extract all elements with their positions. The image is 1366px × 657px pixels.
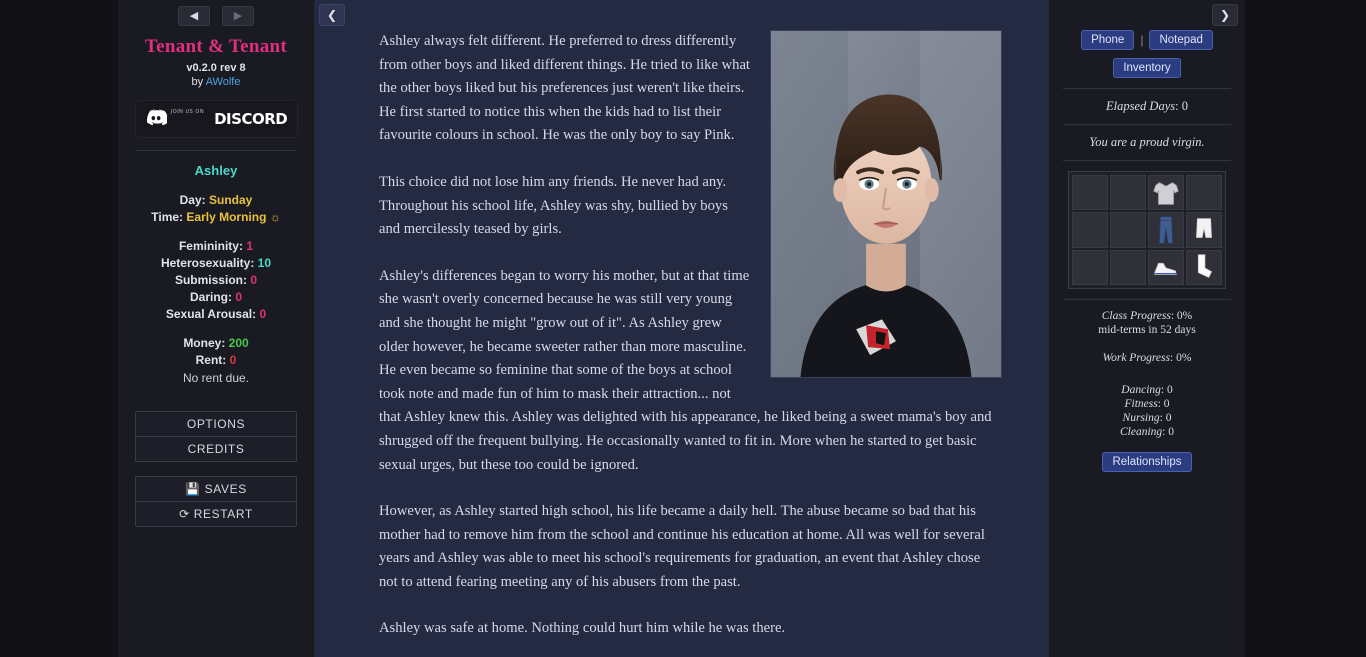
day-label: Day: <box>179 193 206 207</box>
character-portrait <box>770 30 1002 378</box>
white-sneakers-icon <box>1149 250 1183 284</box>
skill-cleaning: Cleaning: 0 <box>1120 426 1174 438</box>
story-paragraph: Ashley was safe at home. Nothing could hurt him while he was there. <box>379 620 786 637</box>
right-gutter <box>1245 0 1366 657</box>
elapsed-days-value: 0 <box>1181 99 1188 113</box>
skill-value: 0 <box>1168 426 1174 438</box>
character-name: Ashley <box>194 163 238 178</box>
stat-heterosexuality <box>118 256 314 270</box>
story-paragraph: This choice did not lose him any friends. He never had any. Throughout his school life, Ashley was shy, bullied by boys and mercilessly teased by girls. <box>379 173 728 238</box>
virgin-status: You are a proud virgin. <box>1089 135 1205 149</box>
inventory-button[interactable]: Inventory <box>1113 58 1180 78</box>
stat-femininity <box>118 239 314 253</box>
inventory-slot <box>1072 212 1108 247</box>
save-icon: 💾 <box>185 482 201 496</box>
relationships-button[interactable]: Relationships <box>1102 452 1191 472</box>
discord-banner[interactable] <box>135 100 298 138</box>
skill-label: Fitness <box>1124 398 1158 410</box>
right-panel <box>1048 0 1245 657</box>
restart-label: RESTART <box>193 507 253 521</box>
game-version: v0.2.0 rev 8 <box>186 62 246 74</box>
inventory-slot <box>1110 175 1146 210</box>
class-progress-value: 0% <box>1176 310 1193 322</box>
day-line <box>118 193 314 207</box>
skill-value: 0 <box>1165 412 1172 424</box>
inventory-slot-white-shorts[interactable] <box>1186 212 1222 247</box>
restart-button[interactable] <box>136 501 296 526</box>
inventory-slot <box>1072 250 1108 285</box>
elapsed-days: Elapsed Days: 0 <box>1106 99 1188 113</box>
work-progress-value: 0% <box>1176 352 1192 364</box>
skill-value: 0 <box>1166 384 1173 396</box>
discord-join-label: JOIN US ON <box>170 109 205 115</box>
class-progress: Class Progress: 0% <box>1101 310 1193 322</box>
skill-value: 0 <box>1163 398 1170 410</box>
game-title: Tenant & Tenant <box>144 36 288 57</box>
menu-group-secondary <box>135 476 297 527</box>
phone-notepad-row <box>1049 30 1245 50</box>
inventory-grid <box>1068 171 1226 289</box>
money-line <box>118 336 314 350</box>
stat-label: Submission: <box>174 273 247 287</box>
stat-sexual-arousal <box>118 307 314 321</box>
back-button[interactable]: ◀ <box>178 6 210 26</box>
stat-label: Sexual Arousal: <box>165 307 257 321</box>
story-paragraph: Ashley's differences began to worry his mother, but at that time she wasn't overly concerned because he was still very young and she thought he might "grow out of it". As Ashley grew older however, he became sweeter rather than more masculine. He even became so feminine that some of the boys at school took note and made fun of him to mask their attraction... not that Ashley knew this. Ashley was delighted with his appearance, he liked being a sweet mama's boy and shrugged off the frequent bullying. He occasionally wanted to fit in. More when he started to get basic sexual urges, but these too could be ignored. <box>379 267 992 473</box>
divider <box>1063 88 1231 89</box>
inventory-slot-blue-jeans[interactable] <box>1148 212 1184 247</box>
divider <box>1063 124 1231 125</box>
history-nav <box>118 0 314 28</box>
class-progress-label: Class Progress <box>1101 310 1171 322</box>
work-progress-label: Work Progress <box>1102 352 1170 364</box>
notepad-button[interactable]: Notepad <box>1149 30 1212 50</box>
inventory-slot-white-sneakers[interactable] <box>1148 250 1184 285</box>
sun-icon: ☼ <box>269 210 281 224</box>
story-text <box>315 0 1048 641</box>
restart-icon: ⟳ <box>179 507 190 521</box>
white-shorts-icon <box>1187 213 1221 247</box>
stat-value: 0 <box>259 307 267 321</box>
skill-label: Dancing <box>1121 384 1161 396</box>
sidebar-collapse-button[interactable]: ❮ <box>319 4 345 26</box>
blue-jeans-icon <box>1149 213 1183 247</box>
stat-submission <box>118 273 314 287</box>
inventory-slot-grey-tshirt[interactable] <box>1148 175 1184 210</box>
stat-value: 1 <box>246 239 254 253</box>
menu-group-primary <box>135 411 297 462</box>
right-panel-collapse-button[interactable]: ❯ <box>1212 4 1238 26</box>
grey-tshirt-icon <box>1149 176 1183 210</box>
rent-value: 0 <box>229 353 237 367</box>
inventory-slot-white-socks[interactable] <box>1186 250 1222 285</box>
divider <box>135 150 297 151</box>
stat-label: Daring: <box>189 290 232 304</box>
time-value: Early Morning <box>186 210 267 224</box>
time-line <box>118 210 314 224</box>
inventory-slot <box>1072 175 1108 210</box>
stat-value: 0 <box>250 273 258 287</box>
left-sidebar <box>118 0 315 657</box>
game-author <box>118 76 314 88</box>
inventory-row <box>1049 58 1245 78</box>
inventory-slot <box>1110 250 1146 285</box>
stat-daring <box>118 290 314 304</box>
story-paragraph: Ashley always felt different. He preferred to dress differently from other boys and liked different things. He tried to like what the other boys liked but his preferences just weren't like theirs. He first started to notice this when the kids had to list their favourite colours in school. He was the only boy to say Pink. <box>379 33 750 144</box>
rent-label: Rent: <box>195 353 227 367</box>
divider <box>1063 299 1231 300</box>
elapsed-days-label: Elapsed Days <box>1106 99 1176 113</box>
white-socks-icon <box>1187 250 1221 284</box>
rent-note: No rent due. <box>182 371 250 385</box>
author-link[interactable]: AWolfe <box>205 76 241 88</box>
by-label: by <box>191 76 206 88</box>
stat-value: 10 <box>257 256 272 270</box>
money-value: 200 <box>228 336 249 350</box>
stat-value: 0 <box>235 290 243 304</box>
stat-label: Femininity: <box>178 239 243 253</box>
relationships-row <box>1049 452 1245 470</box>
inventory-slot <box>1186 175 1222 210</box>
left-gutter <box>0 0 118 657</box>
work-progress: Work Progress: 0% <box>1102 352 1192 364</box>
rent-line <box>118 353 314 367</box>
inventory-slot <box>1110 212 1146 247</box>
credits-button[interactable]: CREDITS <box>136 436 296 461</box>
money-label: Money: <box>183 336 226 350</box>
story-panel <box>315 0 1048 657</box>
skill-nursing: Nursing: 0 <box>1122 412 1172 424</box>
discord-icon <box>145 109 167 130</box>
divider <box>1063 160 1231 161</box>
skill-dancing: Dancing: 0 <box>1121 384 1173 396</box>
phone-button[interactable]: Phone <box>1081 30 1134 50</box>
separator: | <box>1140 33 1144 47</box>
skill-label: Cleaning <box>1120 426 1163 438</box>
saves-label: SAVES <box>204 482 247 496</box>
stat-label: Heterosexuality: <box>160 256 255 270</box>
story-paragraph: However, as Ashley started high school, his life became a daily hell. The abuse became so bad that his mother had to remove him from the school and continue his education at home. All was well for several years and Ashley was able to meet his school's requirements for graduation, an event that Ashley chose not to attend fearing meeting any of his abusers from the past. <box>379 503 985 590</box>
options-button[interactable]: OPTIONS <box>136 412 296 436</box>
forward-button[interactable]: ▶ <box>222 6 254 26</box>
discord-wordmark: DISCORD <box>214 110 288 128</box>
skill-label: Nursing <box>1122 412 1160 424</box>
time-label: Time: <box>151 210 184 224</box>
midterms-note: mid-terms in 52 days <box>1098 324 1196 336</box>
saves-button[interactable] <box>136 477 296 501</box>
skill-fitness: Fitness: 0 <box>1124 398 1170 410</box>
day-value: Sunday <box>209 193 253 207</box>
